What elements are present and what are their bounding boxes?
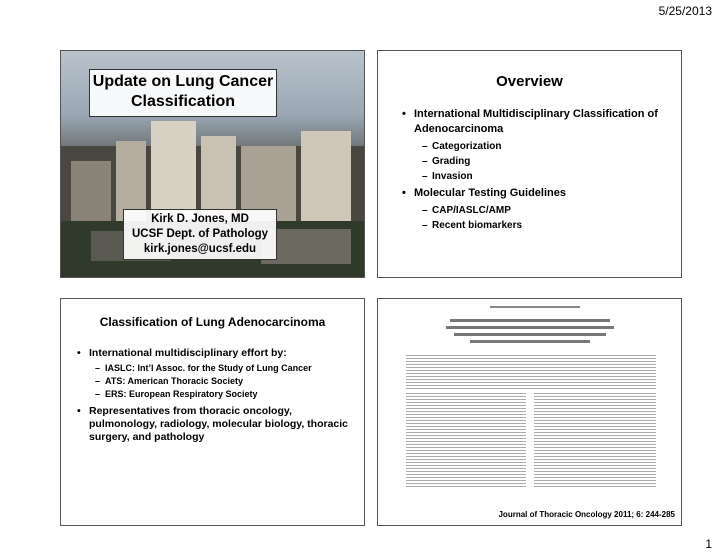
journal-title-block xyxy=(440,315,620,355)
slide-title-text: Update on Lung Cancer Classification xyxy=(89,69,277,117)
slide-heading: Classification of Lung Adenocarcinoma xyxy=(99,315,326,329)
bullet-text: Representatives from thoracic oncology, pulmonology, radiology, molecular biology, thoracic surgery, and pathology xyxy=(89,405,349,443)
sub-bullet-item: – IASLC: Int’l Assoc. for the Study of Lung Cancer xyxy=(105,362,359,375)
sub-bullet-item: – Grading xyxy=(432,154,674,169)
author-name: Kirk D. Jones, MD xyxy=(151,213,249,225)
slide-overview xyxy=(377,50,682,278)
bullet-item xyxy=(89,405,359,444)
journal-citation: Journal of Thoracic Oncology 2011; 6: 244-285 xyxy=(498,510,675,519)
bullet-list xyxy=(414,107,674,235)
sub-bullet-list xyxy=(105,362,359,401)
sub-bullet-item: – CAP/IASLC/AMP xyxy=(432,203,674,218)
bullet-item xyxy=(414,107,674,184)
bullet-item xyxy=(89,347,359,401)
slide-classification xyxy=(60,298,365,526)
page-number: 1 xyxy=(705,537,712,551)
journal-article-image xyxy=(400,305,662,491)
slide-heading: Overview xyxy=(496,73,563,90)
slide-journal xyxy=(377,298,682,526)
page-date: 5/25/2013 xyxy=(658,4,712,18)
author-info xyxy=(123,209,277,260)
journal-authors xyxy=(406,355,656,389)
sub-bullet-list xyxy=(432,139,674,184)
bullet-text: International Multidisciplinary Classification of Adenocarcinoma xyxy=(414,108,658,135)
author-email: kirk.jones@ucsf.edu xyxy=(143,243,257,255)
slide-title xyxy=(60,50,365,278)
bullet-item xyxy=(414,186,674,233)
sub-bullet-item: – ATS: American Thoracic Society xyxy=(105,375,359,388)
bullet-text: Molecular Testing Guidelines xyxy=(414,187,566,199)
journal-column-right xyxy=(534,393,656,489)
bullet-text: International multidisciplinary effort by: xyxy=(89,347,287,359)
journal-column-left xyxy=(406,393,526,489)
sub-bullet-item: – Recent biomarkers xyxy=(432,218,674,233)
author-dept: UCSF Dept. of Pathology xyxy=(131,228,269,240)
journal-running-header xyxy=(490,306,580,308)
bullet-list xyxy=(89,347,359,448)
sub-bullet-item: – Invasion xyxy=(432,169,674,184)
sub-bullet-list xyxy=(432,203,674,233)
sub-bullet-item: – Categorization xyxy=(432,139,674,154)
sub-bullet-item: – ERS: European Respiratory Society xyxy=(105,388,359,401)
